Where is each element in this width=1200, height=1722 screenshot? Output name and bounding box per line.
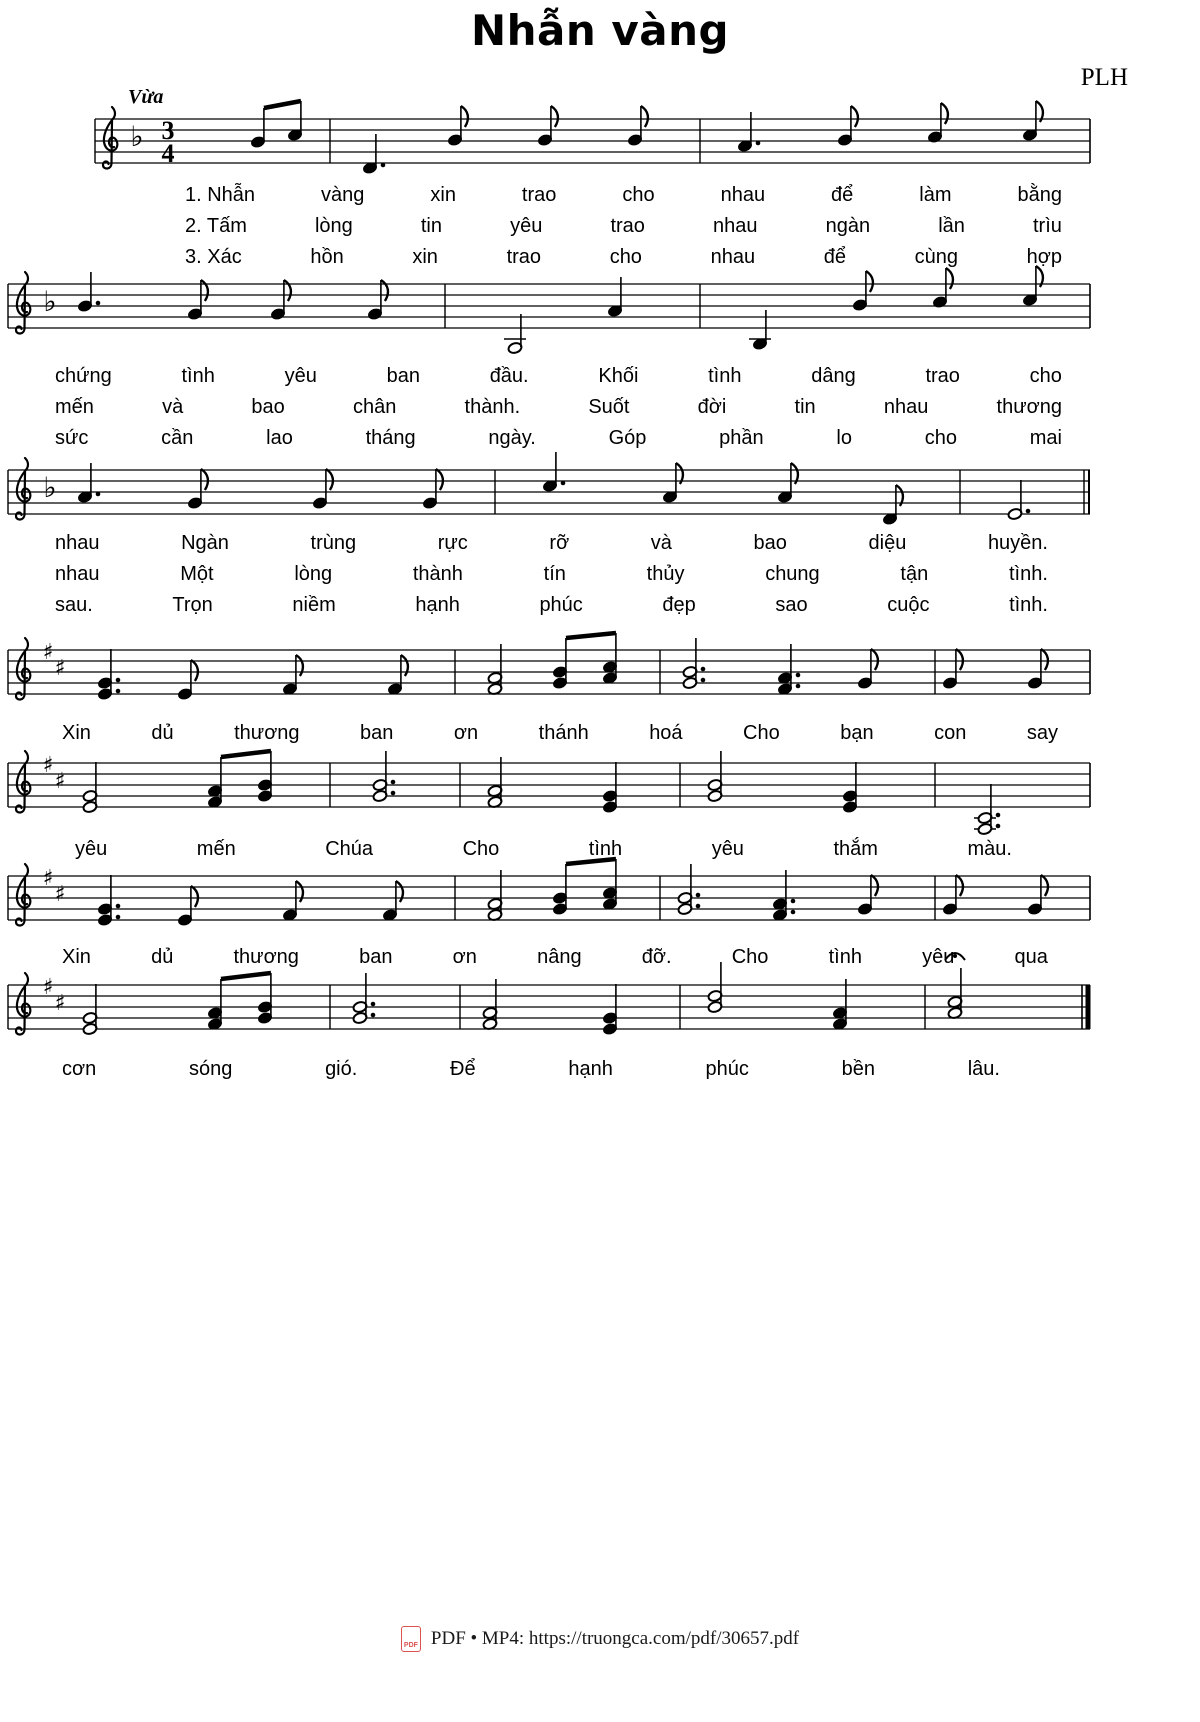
lyric-syllable: trùng [310, 532, 357, 554]
eighth-flag [381, 280, 388, 301]
lyric-syllable: bằng [1017, 184, 1062, 206]
eighth-flag [296, 655, 303, 676]
eighth-flag [941, 103, 948, 124]
lyric-syllable: trao [521, 184, 557, 206]
lyric-syllable: thành. [464, 396, 521, 418]
augmentation-dot [116, 915, 121, 920]
lyric-syllable: phúc [539, 594, 583, 616]
lyric-syllable: lần [938, 215, 965, 237]
lyric-line [75, 836, 1012, 862]
tempo-marking: Vừa [128, 86, 164, 108]
lyric-syllable: cần [161, 427, 194, 449]
lyric-syllable: lâu. [967, 1058, 1000, 1080]
eighth-flag [866, 271, 873, 292]
augmentation-dot [116, 689, 121, 694]
lyric-syllable: yêu [75, 838, 108, 860]
lyric-syllable: hồn [310, 246, 344, 268]
lyric-syllable: nhau [710, 246, 756, 268]
treble-clef-icon [16, 751, 30, 813]
augmentation-dot [391, 791, 396, 796]
augmentation-dot [791, 899, 796, 904]
lyric-syllable: 2. Tấm [185, 215, 247, 237]
lyric-syllable: hợp [1026, 246, 1062, 268]
lyric-syllable: xin [412, 246, 438, 268]
lyric-syllable: và [650, 532, 672, 554]
eighth-flag [191, 886, 198, 907]
lyric-syllable: vàng [321, 184, 365, 206]
lyric-syllable: 1. Nhẫn [185, 184, 256, 206]
lyric-syllable: trìu [1032, 215, 1062, 237]
lyric-syllable: hạnh [568, 1058, 613, 1080]
lyric-syllable: dủ [151, 946, 174, 968]
eighth-flag [641, 106, 648, 127]
augmentation-dot [371, 1002, 376, 1007]
lyric-syllable: xin [430, 184, 456, 206]
lyric-syllable: thương [233, 946, 299, 968]
lyric-syllable: ơn [453, 722, 479, 744]
sharp-sign-icon: ♯ [54, 656, 66, 681]
lyric-syllable: ngày. [488, 427, 536, 449]
lyric-syllable: tín [543, 563, 566, 585]
eighth-flag [956, 875, 963, 896]
lyric-syllable: trao [610, 215, 645, 237]
lyric-syllable: tình. [1009, 594, 1048, 616]
time-signature-numerator: 3 [161, 116, 175, 145]
beam [264, 101, 301, 108]
lyric-line [55, 394, 1062, 420]
staff-system [8, 633, 1090, 701]
lyric-syllable: dâng [811, 365, 856, 387]
staff-system [8, 266, 1090, 355]
lyric-syllable: Cho [743, 722, 780, 744]
staff-system [8, 859, 1090, 927]
sharp-sign-icon: ♯ [54, 882, 66, 907]
beam [566, 633, 616, 638]
augmentation-dot [391, 780, 396, 785]
sharp-sign-icon: ♯ [42, 975, 54, 1000]
page-title: Nhẫn vàng [470, 6, 730, 55]
sharp-sign-icon: ♯ [42, 753, 54, 778]
augmentation-dot [381, 163, 386, 168]
lyric-syllable: thắm [833, 838, 878, 860]
lyric-syllable: mến [196, 838, 236, 860]
treble-clef-icon [16, 638, 30, 700]
augmentation-dot [701, 678, 706, 683]
lyric-syllable: sức [55, 427, 89, 449]
lyric-line [55, 425, 1062, 451]
lyric-line [55, 363, 1062, 389]
pdf-icon-label: PDF [403, 1642, 418, 1649]
lyric-syllable: cùng [914, 246, 958, 268]
treble-clef-icon [16, 864, 30, 926]
lyric-syllable: nhau [720, 184, 766, 206]
lyric-syllable: Ngàn [181, 532, 229, 554]
lyric-syllable: dủ [151, 722, 174, 744]
lyric-syllable: mến [55, 396, 94, 418]
lyric-syllable: lo [836, 427, 852, 449]
lyric-line [62, 1056, 1000, 1082]
lyric-line [55, 561, 1048, 587]
treble-clef-icon [16, 458, 30, 520]
eighth-flag [436, 469, 443, 490]
lyric-syllable: con [934, 722, 967, 744]
eighth-flag [201, 280, 208, 301]
lyric-syllable: thành [412, 563, 463, 585]
lyric-syllable: Xin [62, 946, 91, 968]
eighth-flag [946, 268, 953, 289]
lyric-syllable: ngàn [825, 215, 871, 237]
pdf-link[interactable]: PDF • MP4: https://truongca.com/pdf/30657.pdf [430, 1628, 800, 1649]
augmentation-dot [96, 492, 101, 497]
lyric-syllable: ban [386, 365, 420, 387]
lyric-syllable: diệu [868, 532, 907, 554]
lyric-syllable: Cho [462, 838, 500, 860]
lyric-syllable: tận [900, 563, 929, 585]
augmentation-dot [701, 667, 706, 672]
lyric-syllable: chung [765, 563, 820, 585]
lyric-syllable: ơn [452, 946, 477, 968]
lyric-line [62, 944, 1048, 970]
staff-system [8, 751, 1090, 836]
lyric-syllable: bền [841, 1058, 876, 1080]
eighth-flag [396, 881, 403, 902]
lyric-syllable: tháng [365, 427, 416, 449]
lyric-syllable: ban [359, 946, 393, 968]
lyric-syllable: trao [506, 246, 542, 268]
lyric-syllable: Suốt [588, 396, 630, 418]
lyric-syllable: mai [1029, 427, 1062, 449]
lyric-syllable: thủy [646, 563, 685, 585]
augmentation-dot [696, 893, 701, 898]
augmentation-dot [116, 904, 121, 909]
lyric-syllable: Khối [598, 365, 639, 387]
eighth-flag [401, 655, 408, 676]
lyric-syllable: tình [588, 838, 623, 860]
lyric-syllable: trao [925, 365, 960, 387]
eighth-flag [326, 469, 333, 490]
lyric-syllable: nhau [713, 215, 758, 237]
lyric-syllable: nhau [883, 396, 929, 418]
eighth-flag [871, 649, 878, 670]
lyric-syllable: bạn [840, 722, 874, 744]
eighth-flag [551, 106, 558, 127]
lyric-syllable: tin [794, 396, 816, 418]
flat-sign-icon: ♭ [130, 120, 144, 153]
lyric-line [185, 244, 1062, 270]
lyric-syllable: để [823, 246, 846, 268]
augmentation-dot [561, 481, 566, 486]
sharp-sign-icon: ♯ [42, 640, 54, 665]
lyric-syllable: tình [181, 365, 215, 387]
lyric-syllable: cơn [62, 1058, 97, 1080]
pdf-file-icon [401, 1626, 421, 1652]
lyric-syllable: bao [251, 396, 285, 418]
lyric-syllable: để [831, 184, 854, 206]
lyric-syllable: sau. [55, 594, 93, 616]
lyric-syllable: chứng [55, 365, 112, 387]
footer [0, 1626, 1200, 1652]
augmentation-dot [996, 813, 1001, 818]
lyric-syllable: Chúa [325, 838, 374, 860]
lyric-syllable: làm [919, 184, 952, 206]
lyric-syllable: Trọn [172, 594, 213, 616]
lyric-syllable: cuộc [887, 594, 930, 616]
beam [221, 751, 271, 757]
lyric-syllable: yêu [510, 215, 543, 237]
lyric-syllable: và [162, 396, 184, 418]
lyric-syllable: sóng [188, 1058, 233, 1080]
lyric-line [62, 720, 1058, 746]
lyric-syllable: qua [1014, 946, 1048, 968]
lyric-syllable: ban [360, 722, 394, 744]
lyric-syllable: phúc [705, 1058, 749, 1080]
lyric-syllable: Một [180, 563, 214, 585]
beam [221, 973, 271, 979]
augmentation-dot [796, 673, 801, 678]
treble-clef-icon [103, 107, 117, 169]
lyric-syllable: cho [609, 246, 642, 268]
lyric-syllable: thương [996, 396, 1062, 418]
flat-sign-icon: ♭ [43, 471, 57, 504]
lyric-syllable: lao [266, 427, 293, 449]
eighth-flag [191, 660, 198, 681]
eighth-flag [1041, 875, 1048, 896]
lyric-syllable: Xin [62, 722, 91, 744]
lyric-syllable: nâng [537, 946, 582, 968]
eighth-flag [201, 469, 208, 490]
lyric-syllable: 3. Xác [185, 246, 242, 268]
staff-system [95, 101, 1090, 175]
eighth-flag [851, 106, 858, 127]
eighth-flag [461, 106, 468, 127]
lyric-syllable: nhau [55, 563, 100, 585]
lyric-syllable: sao [775, 594, 808, 616]
sharp-sign-icon: ♯ [54, 991, 66, 1016]
lyric-syllable: tình [708, 365, 742, 387]
lyric-syllable: đầu. [489, 365, 529, 387]
augmentation-dot [371, 1013, 376, 1018]
flat-sign-icon: ♭ [43, 285, 57, 318]
lyric-syllable: lòng [294, 563, 333, 585]
lyric-syllable: đẹp [662, 594, 696, 616]
lyric-syllable: phần [719, 427, 764, 449]
lyric-syllable: Để [450, 1058, 476, 1080]
augmentation-dot [1026, 509, 1031, 514]
lyric-syllable: bao [753, 532, 787, 554]
lyric-syllable: nhau [55, 532, 100, 554]
augmentation-dot [96, 301, 101, 306]
lyric-syllable: cho [622, 184, 655, 206]
lyric-syllable: huyền. [987, 532, 1048, 554]
lyric-syllable: tình [828, 946, 862, 968]
lyric-syllable: rực [437, 532, 468, 554]
eighth-flag [956, 649, 963, 670]
lyric-syllable: niềm [292, 594, 336, 616]
eighth-flag [871, 875, 878, 896]
lyric-syllable: chân [352, 396, 397, 418]
eighth-flag [296, 881, 303, 902]
augmentation-dot [116, 678, 121, 683]
lyric-line [185, 182, 1062, 208]
time-signature-denominator: 4 [161, 139, 175, 168]
sharp-sign-icon: ♯ [42, 866, 54, 891]
treble-clef-icon [16, 973, 30, 1035]
lyric-syllable: say [1026, 722, 1058, 744]
eighth-flag [1041, 649, 1048, 670]
lyric-line [55, 592, 1048, 618]
lyric-line [55, 530, 1048, 556]
lyric-syllable: đời [697, 396, 727, 418]
lyric-syllable: hạnh [415, 594, 460, 616]
sharp-sign-icon: ♯ [54, 769, 66, 794]
augmentation-dot [756, 141, 761, 146]
augmentation-dot [996, 824, 1001, 829]
treble-clef-icon [16, 272, 30, 334]
lyric-syllable: yêu [711, 838, 744, 860]
augmentation-dot [796, 684, 801, 689]
lyric-syllable: rỡ [549, 532, 570, 554]
lyric-syllable: đỡ. [641, 946, 672, 968]
staff-system [8, 452, 1090, 526]
lyric-syllable: Cho [731, 946, 769, 968]
lyric-syllable: gió. [325, 1058, 358, 1080]
lyric-syllable: yêu [284, 365, 317, 387]
composer-credit: PLH [1080, 64, 1128, 91]
lyric-syllable: màu. [967, 838, 1012, 860]
lyric-line [185, 213, 1062, 239]
augmentation-dot [791, 910, 796, 915]
lyric-syllable: cho [924, 427, 957, 449]
lyric-syllable: Góp [608, 427, 647, 449]
lyric-syllable: tin [420, 215, 442, 237]
lyric-syllable: tình. [1008, 563, 1048, 585]
lyric-syllable: cho [1029, 365, 1062, 387]
lyric-syllable: thánh [538, 722, 589, 744]
lyric-syllable: yêu [922, 946, 955, 968]
eighth-flag [284, 280, 291, 301]
augmentation-dot [696, 904, 701, 909]
lyric-syllable: lòng [314, 215, 353, 237]
lyric-syllable: thương [234, 722, 300, 744]
lyric-syllable: hoá [649, 722, 683, 744]
